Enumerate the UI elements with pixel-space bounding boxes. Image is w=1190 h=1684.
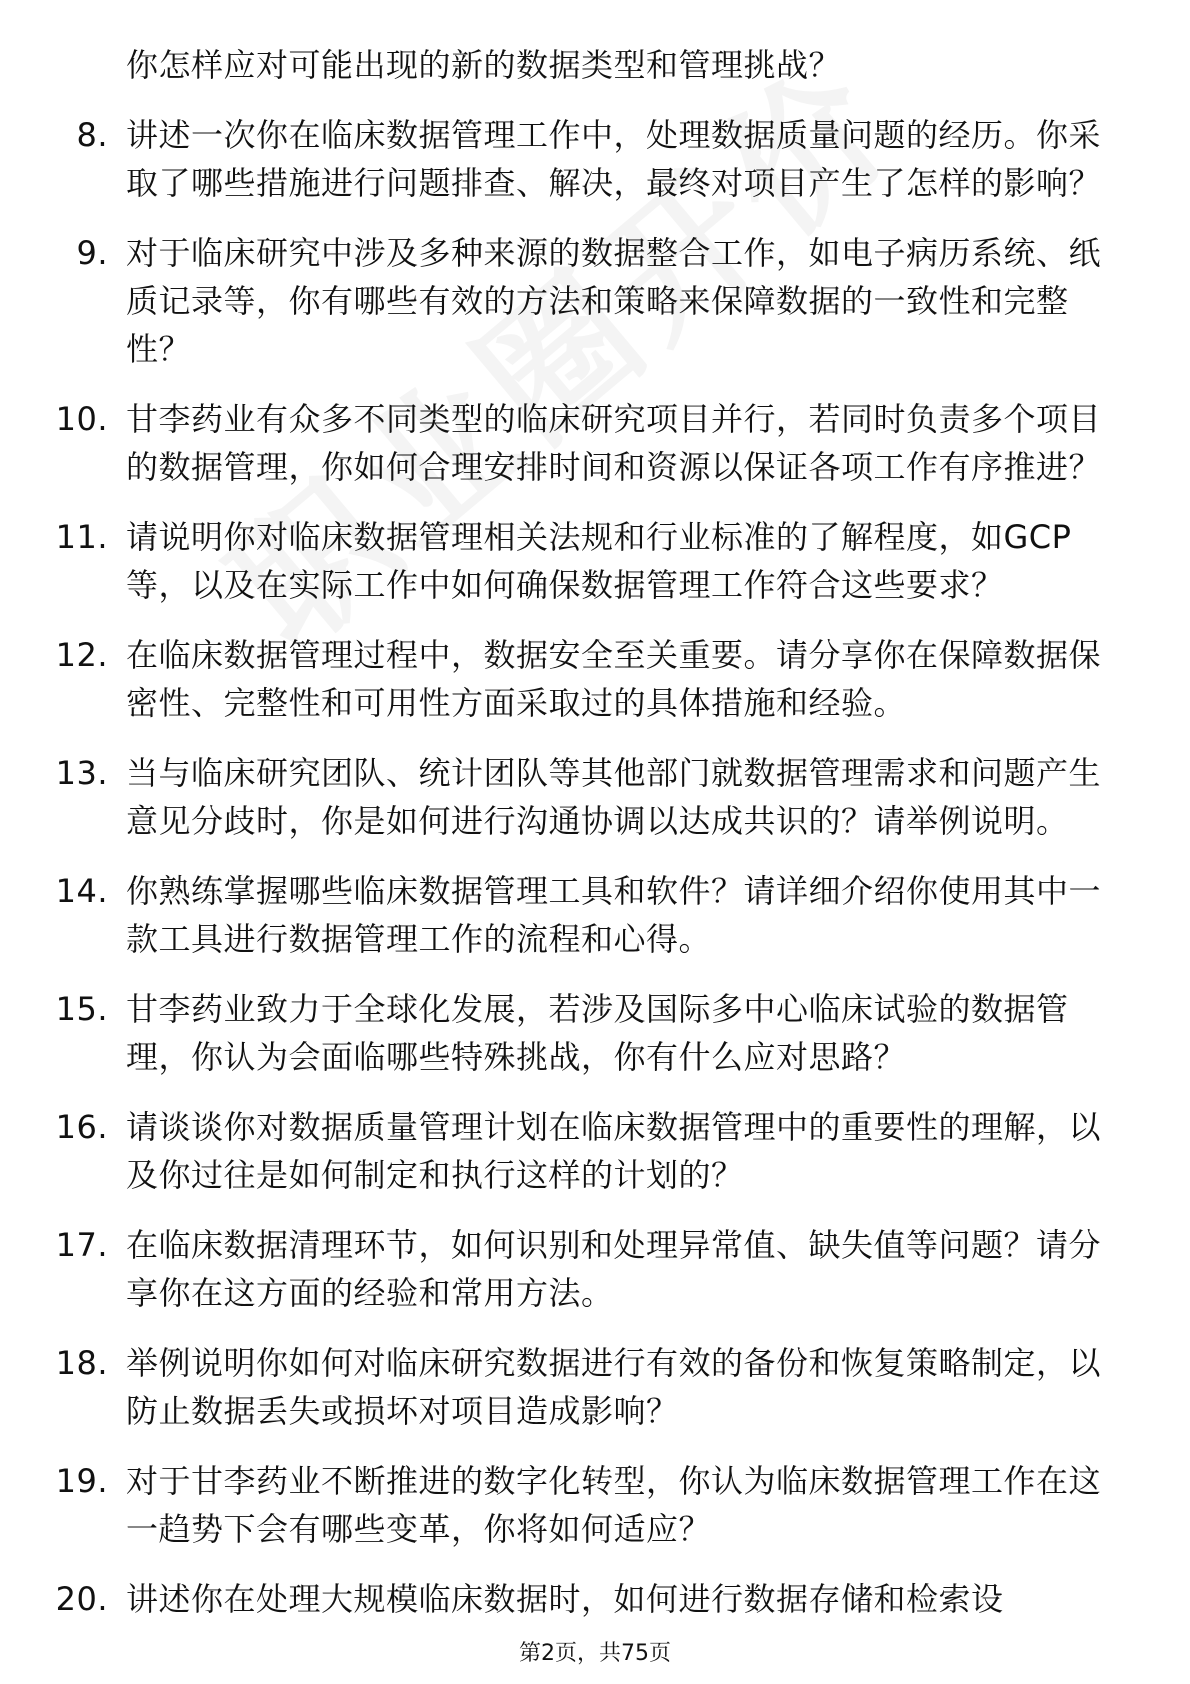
list-item xyxy=(0,229,1190,373)
item-text: 甘李药业有众多不同类型的临床研究项目并行，若同时负责多个项目的数据管理，你如何合理安排时间和资源以保证各项工作有序推进？ xyxy=(126,400,1102,486)
list-item xyxy=(0,1457,1190,1553)
item-text: 在临床数据清理环节，如何识别和处理异常值、缺失值等问题？请分享你在这方面的经验和常用方法。 xyxy=(126,1226,1102,1312)
item-text: 你熟练掌握哪些临床数据管理工具和软件？请详细介绍你使用其中一款工具进行数据管理工作的流程和心得。 xyxy=(126,872,1102,958)
page-number: 第2页，共75页 xyxy=(519,1641,671,1666)
item-number: 12. xyxy=(55,636,108,674)
item-text: 请谈谈你对数据质量管理计划在临床数据管理中的重要性的理解，以及你过往是如何制定和执行这样的计划的？ xyxy=(126,1108,1102,1194)
item-text: 甘李药业致力于全球化发展，若涉及国际多中心临床试验的数据管理，你认为会面临哪些特殊挑战，你有什么应对思路？ xyxy=(126,990,1069,1076)
item-number: 18. xyxy=(55,1344,108,1382)
item-text: 请说明你对临床数据管理相关法规和行业标准的了解程度，如GCP等，以及在实际工作中如何确保数据管理工作符合这些要求？ xyxy=(126,518,1072,604)
list-item xyxy=(0,513,1190,609)
item-number: 15. xyxy=(55,990,108,1028)
list-item xyxy=(0,631,1190,727)
item-text: 对于临床研究中涉及多种来源的数据整合工作，如电子病历系统、纸质记录等，你有哪些有效的方法和策略来保障数据的一致性和完整性？ xyxy=(126,234,1102,368)
item-text: 当与临床研究团队、统计团队等其他部门就数据管理需求和问题产生意见分歧时，你是如何进行沟通协调以达成共识的？请举例说明。 xyxy=(126,754,1102,840)
item-text: 你怎样应对可能出现的新的数据类型和管理挑战？ xyxy=(126,46,842,84)
list-item xyxy=(0,1339,1190,1435)
item-number: 13. xyxy=(55,754,108,792)
item-text: 讲述你在处理大规模临床数据时，如何进行数据存储和检索设 xyxy=(126,1580,1004,1618)
question-list xyxy=(0,41,1190,1645)
item-number: 10. xyxy=(55,400,108,438)
item-number: 8. xyxy=(76,116,108,154)
item-text: 举例说明你如何对临床研究数据进行有效的备份和恢复策略制定，以防止数据丢失或损坏对项目造成影响？ xyxy=(126,1344,1102,1430)
item-number: 16. xyxy=(55,1108,108,1146)
item-number: 9. xyxy=(76,234,108,272)
list-item xyxy=(0,41,1190,89)
list-item xyxy=(0,1575,1190,1623)
item-number: 11. xyxy=(55,518,108,556)
list-item xyxy=(0,111,1190,207)
list-item xyxy=(0,985,1190,1081)
item-text: 讲述一次你在临床数据管理工作中，处理数据质量问题的经历。你采取了哪些措施进行问题排查、解决，最终对项目产生了怎样的影响？ xyxy=(126,116,1102,202)
list-item xyxy=(0,749,1190,845)
item-number: 14. xyxy=(55,872,108,910)
item-number: 17. xyxy=(55,1226,108,1264)
item-text: 对于甘李药业不断推进的数字化转型，你认为临床数据管理工作在这一趋势下会有哪些变革，你将如何适应？ xyxy=(126,1462,1102,1548)
item-number: 19. xyxy=(55,1462,108,1500)
item-number: 20. xyxy=(55,1580,108,1618)
list-item xyxy=(0,1103,1190,1199)
list-item xyxy=(0,1221,1190,1317)
list-item xyxy=(0,395,1190,491)
list-item xyxy=(0,867,1190,963)
item-text: 在临床数据管理过程中，数据安全至关重要。请分享你在保障数据保密性、完整性和可用性方面采取过的具体措施和经验。 xyxy=(126,636,1102,722)
